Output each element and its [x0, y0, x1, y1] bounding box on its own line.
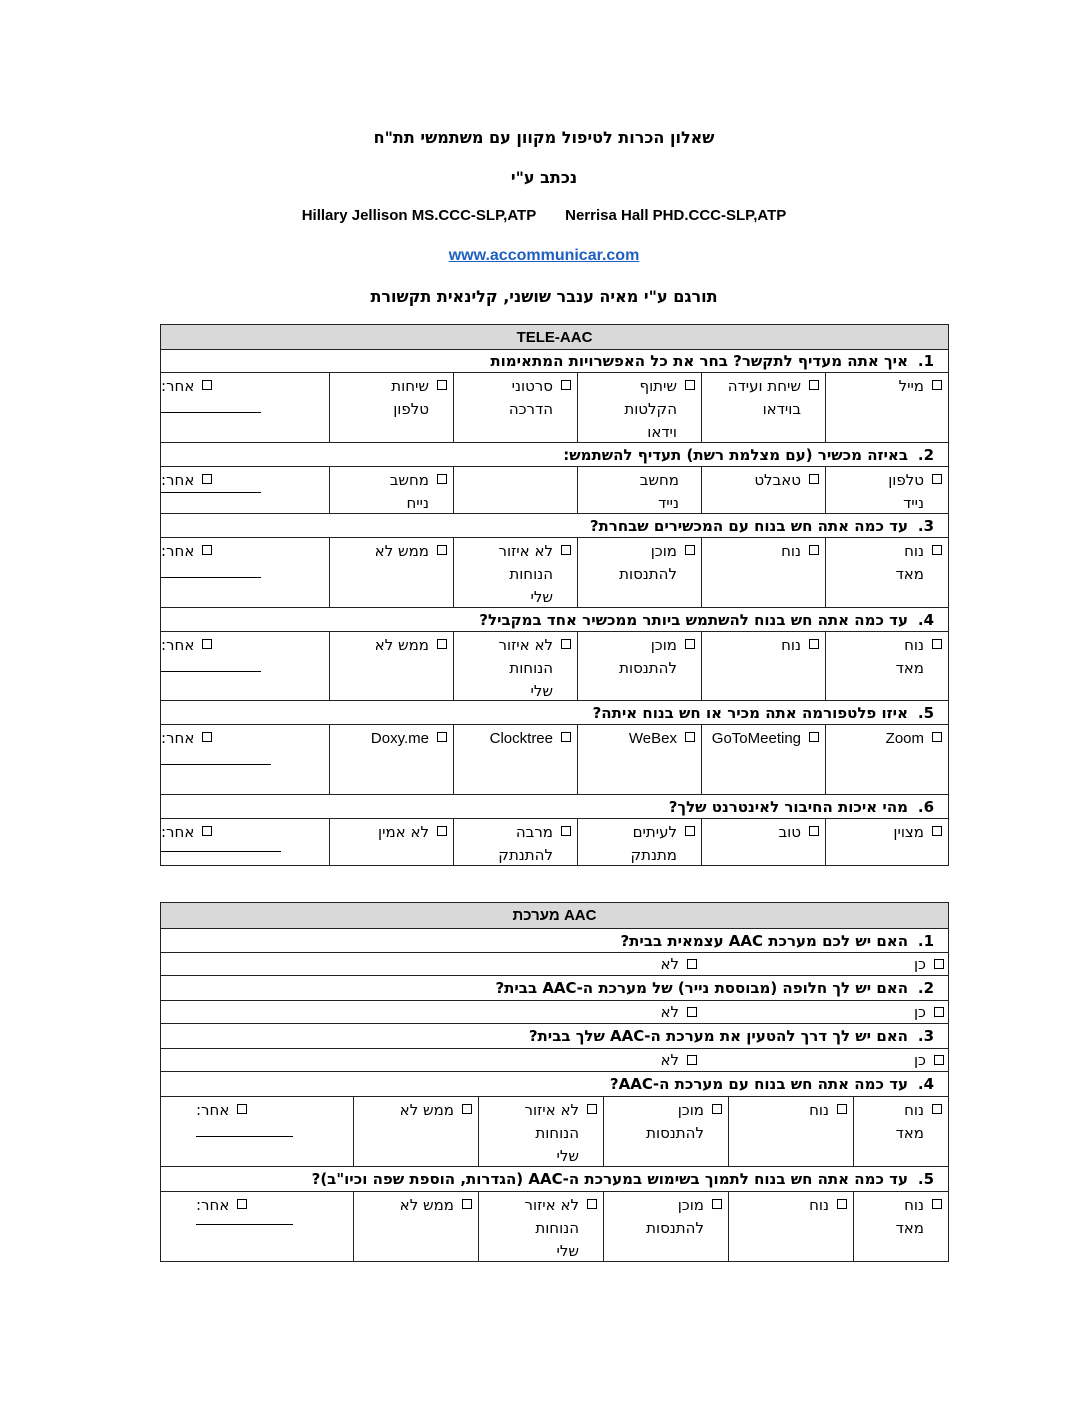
written-by: נכתב ע"י [510, 168, 578, 187]
option-cell[interactable] [329, 632, 453, 700]
option-label: מרבה להתנתק [498, 823, 553, 864]
answer-row [161, 373, 948, 443]
option-label: מחשב נייד [639, 471, 679, 512]
option-cell[interactable] [825, 819, 948, 865]
option-cell [577, 467, 701, 513]
option-label: ממש לא [374, 636, 429, 654]
question-row [161, 514, 948, 538]
option-cell[interactable] [825, 373, 948, 442]
other-label: אחר: [161, 729, 195, 747]
checkbox[interactable] [237, 1104, 247, 1114]
yes-option[interactable] [701, 1003, 948, 1021]
option-cell[interactable] [329, 373, 453, 442]
checkbox[interactable] [687, 1007, 697, 1017]
question-row [161, 608, 948, 632]
question-text: באיזה מכשיר (עם מצלמת רשת) תעדיף להשתמש: [563, 445, 908, 464]
other-input-line[interactable] [161, 577, 261, 578]
other-cell[interactable] [161, 819, 329, 865]
other-input-line[interactable] [161, 492, 261, 493]
option-label: נוח [781, 542, 801, 560]
question-row [161, 701, 948, 725]
option-label: נוח מאד [895, 636, 924, 677]
option-label: Clocktree [489, 730, 553, 747]
option-label: לא איזור הנוחות שלי [524, 1196, 579, 1260]
option-cell[interactable] [728, 1192, 853, 1261]
option-cell[interactable] [701, 632, 825, 700]
checkbox[interactable] [202, 474, 212, 484]
yes-label: כן [913, 1003, 926, 1021]
option-label: Zoom [885, 730, 924, 747]
other-input-line[interactable] [161, 764, 271, 765]
answer-row [161, 725, 948, 795]
checkbox[interactable] [932, 639, 942, 649]
checkbox[interactable] [934, 1055, 944, 1065]
other-input-line[interactable] [161, 671, 261, 672]
checkbox[interactable] [561, 545, 571, 555]
checkbox[interactable] [687, 959, 697, 969]
question-row [161, 1167, 948, 1192]
checkbox[interactable] [202, 826, 212, 836]
yes-no-row [161, 953, 948, 976]
option-cell[interactable] [701, 819, 825, 865]
checkbox[interactable] [587, 1104, 597, 1114]
question-text: האם יש לך חלופה (מבוססת נייר) של מערכת ה-AAC בבית? [495, 979, 908, 997]
option-cell[interactable] [329, 467, 453, 513]
option-cell[interactable] [453, 632, 577, 700]
empty-cell [453, 467, 577, 513]
no-option[interactable] [660, 955, 701, 973]
question-number: 5. [917, 703, 934, 722]
answer-row [161, 1097, 948, 1167]
question-text: עד כמה אתה חש בנוח עם מערכת ה-AAC? [609, 1075, 908, 1093]
option-label: שיתוף הקלטות וידאו [624, 377, 677, 441]
question-row [161, 976, 948, 1001]
other-input-line[interactable] [161, 412, 261, 413]
option-cell[interactable] [825, 467, 948, 513]
option-cell[interactable] [453, 538, 577, 607]
option-label: מייל [898, 377, 924, 395]
checkbox[interactable] [837, 1199, 847, 1209]
option-label: מוכן להתנסות [646, 1196, 704, 1237]
option-label: טוב [778, 823, 801, 841]
other-cell[interactable] [161, 725, 329, 794]
question-number: 2. [917, 445, 934, 464]
question-number: 1. [917, 352, 934, 370]
checkbox[interactable] [934, 959, 944, 969]
answer-row [161, 538, 948, 608]
option-label: ממש לא [399, 1196, 454, 1214]
checkbox[interactable] [202, 732, 212, 742]
question-text: מהי איכות החיבור לאינטרנט שלך? [668, 797, 908, 816]
option-label: טאבלט [754, 471, 801, 489]
checkbox[interactable] [685, 732, 695, 742]
aac-system-title: מערכת AAC [161, 903, 948, 929]
other-label: אחר: [161, 636, 195, 654]
question-text: האם יש לכם מערכת AAC עצמאית בבית? [620, 931, 908, 950]
question-row [161, 795, 948, 819]
no-label: לא [660, 955, 679, 973]
option-cell[interactable] [453, 373, 577, 442]
option-label: נוח [809, 1196, 829, 1214]
option-label: מוכן להתנסות [646, 1101, 704, 1142]
other-cell[interactable] [161, 1097, 353, 1166]
option-cell[interactable] [825, 725, 948, 794]
option-label: טלפון נייד [888, 471, 924, 512]
question-row [161, 350, 948, 373]
author-left: Hillary Jellison MS.CCC-SLP,ATP [301, 207, 536, 224]
checkbox[interactable] [202, 639, 212, 649]
yes-no-row [161, 1001, 948, 1024]
option-label: Doxy.me [370, 730, 429, 747]
checkbox[interactable] [932, 380, 942, 390]
checkbox[interactable] [712, 1199, 722, 1209]
option-cell[interactable] [453, 725, 577, 794]
other-label: אחר: [196, 1101, 230, 1119]
option-cell[interactable] [577, 538, 701, 607]
option-cell[interactable] [701, 725, 825, 794]
checkbox[interactable] [237, 1199, 247, 1209]
checkbox[interactable] [712, 1104, 722, 1114]
checkbox[interactable] [561, 639, 571, 649]
answer-row [161, 467, 948, 514]
checkbox[interactable] [685, 380, 695, 390]
checkbox[interactable] [437, 639, 447, 649]
checkbox[interactable] [437, 545, 447, 555]
checkbox[interactable] [934, 1007, 944, 1017]
checkbox[interactable] [437, 474, 447, 484]
checkbox[interactable] [685, 545, 695, 555]
question-number: 4. [917, 610, 934, 629]
option-cell[interactable] [825, 632, 948, 700]
option-label: מצוין [893, 823, 924, 841]
question-number: 1. [917, 931, 934, 950]
other-input-line[interactable] [196, 1224, 293, 1225]
option-cell[interactable] [577, 819, 701, 865]
checkbox[interactable] [809, 380, 819, 390]
option-label: GoToMeeting [711, 730, 801, 747]
tele-aac-title: TELE-AAC [161, 325, 948, 350]
question-row [161, 443, 948, 467]
question-row [161, 929, 948, 953]
option-cell[interactable] [728, 1097, 853, 1166]
yes-no-row [161, 1049, 948, 1072]
checkbox[interactable] [687, 1055, 697, 1065]
no-option[interactable] [660, 1051, 701, 1069]
option-cell[interactable] [603, 1097, 728, 1166]
option-cell[interactable] [478, 1097, 603, 1166]
yes-option[interactable] [701, 1051, 948, 1069]
checkbox[interactable] [932, 826, 942, 836]
checkbox[interactable] [437, 380, 447, 390]
option-cell[interactable] [353, 1192, 478, 1261]
option-label: שיחות טלפון [391, 377, 429, 418]
other-label: אחר: [161, 542, 195, 560]
checkbox[interactable] [561, 732, 571, 742]
checkbox[interactable] [462, 1104, 472, 1114]
option-label: שיחת ועידה בוידאו [727, 377, 801, 418]
checkbox[interactable] [202, 545, 212, 555]
other-label: אחר: [161, 471, 195, 489]
other-cell[interactable] [161, 538, 329, 607]
question-number: 3. [917, 1027, 934, 1045]
other-label: אחר: [161, 823, 195, 841]
option-cell[interactable] [478, 1192, 603, 1261]
option-label: WeBex [628, 730, 677, 747]
option-label: נוח מאד [895, 542, 924, 583]
option-label: מוכן להתנסות [619, 542, 677, 583]
other-input-line[interactable] [161, 851, 281, 852]
question-number: 2. [917, 979, 934, 997]
checkbox[interactable] [809, 639, 819, 649]
checkbox[interactable] [437, 732, 447, 742]
aac-system-table [160, 902, 949, 1262]
question-text: עד כמה אתה חש בנוח עם המכשירים שבחרת? [589, 516, 908, 535]
option-label: לעיתים מתנתק [630, 823, 677, 864]
other-label: אחר: [161, 377, 195, 395]
option-cell[interactable] [825, 538, 948, 607]
checkbox[interactable] [932, 1199, 942, 1209]
checkbox[interactable] [561, 380, 571, 390]
option-cell[interactable] [701, 467, 825, 513]
translated-by: תורגם ע"י מאיה ענבר שושני, קלינאית תקשורת [370, 287, 718, 306]
option-cell[interactable] [577, 632, 701, 700]
option-label: נוח מאד [895, 1101, 924, 1142]
question-number: 3. [917, 516, 934, 535]
option-cell[interactable] [329, 538, 453, 607]
other-cell[interactable] [161, 1192, 353, 1261]
question-text: עד כמה אתה חש בנוח להשתמש ביותר ממכשיר אחד במקביל? [479, 610, 908, 629]
option-label: סרטוני הדרכה [508, 377, 553, 418]
checkbox[interactable] [587, 1199, 597, 1209]
option-label: לא איזור הנוחות שלי [498, 636, 553, 700]
yes-label: כן [913, 1051, 926, 1069]
checkbox[interactable] [685, 826, 695, 836]
question-text: איך אתה מעדיף לתקשר? בחר את כל האפשרויות המתאימות [490, 352, 908, 370]
option-label: נוח [781, 636, 801, 654]
other-cell[interactable] [161, 373, 329, 442]
checkbox[interactable] [809, 545, 819, 555]
checkbox[interactable] [437, 826, 447, 836]
website-link[interactable]: www.accommunicar.com [448, 247, 640, 264]
checkbox[interactable] [685, 639, 695, 649]
option-cell[interactable] [701, 373, 825, 442]
yes-label: כן [913, 955, 926, 973]
other-label: אחר: [196, 1196, 230, 1214]
question-text: איזו פלטפורמה אתה מכיר או חש בנוח איתה? [592, 703, 908, 722]
option-cell[interactable] [701, 538, 825, 607]
checkbox[interactable] [932, 474, 942, 484]
option-cell[interactable] [353, 1097, 478, 1166]
option-cell[interactable] [453, 819, 577, 865]
option-label: מחשב נייח [389, 471, 429, 512]
no-label: לא [660, 1003, 679, 1021]
other-input-line[interactable] [196, 1136, 293, 1137]
checkbox[interactable] [809, 826, 819, 836]
option-cell[interactable] [329, 725, 453, 794]
no-label: לא [660, 1051, 679, 1069]
question-text: האם יש לך דרך להטעין את מערכת ה-AAC שלך בבית? [528, 1027, 908, 1045]
checkbox[interactable] [809, 732, 819, 742]
checkbox[interactable] [561, 826, 571, 836]
question-row [161, 1072, 948, 1097]
option-label: ממש לא [374, 542, 429, 560]
option-cell[interactable] [577, 373, 701, 442]
option-cell[interactable] [603, 1192, 728, 1261]
checkbox[interactable] [837, 1104, 847, 1114]
question-text: עד כמה אתה חש בנוח לתמוך בשימוש במערכת ה-AAC (הגדרות, הוספת שפה וכיו"ב)? [311, 1170, 908, 1188]
question-number: 4. [917, 1075, 934, 1093]
answer-row [161, 819, 948, 866]
checkbox[interactable] [809, 474, 819, 484]
checkbox[interactable] [462, 1199, 472, 1209]
other-cell[interactable] [161, 632, 329, 700]
answer-row [161, 632, 948, 701]
yes-option[interactable] [701, 955, 948, 973]
checkbox[interactable] [932, 545, 942, 555]
question-row [161, 1024, 948, 1049]
option-cell[interactable] [329, 819, 453, 865]
checkbox[interactable] [932, 1104, 942, 1114]
checkbox[interactable] [202, 380, 212, 390]
option-label: נוח [809, 1101, 829, 1119]
authors-line [0, 207, 1088, 224]
page-title: שאלון הכרות לטיפול מקוון עם משתמשי תת"ח [373, 128, 715, 147]
option-label: ממש לא [399, 1101, 454, 1119]
option-label: לא אמין [378, 823, 429, 841]
answer-row [161, 1192, 948, 1262]
option-label: לא איזור הנוחות שלי [524, 1101, 579, 1165]
checkbox[interactable] [932, 732, 942, 742]
question-number: 5. [917, 1170, 934, 1188]
question-number: 6. [917, 797, 934, 816]
tele-aac-table [160, 324, 949, 866]
option-label: לא איזור הנוחות שלי [498, 542, 553, 606]
option-cell[interactable] [577, 725, 701, 794]
option-label: מוכן להתנסות [619, 636, 677, 677]
option-cell[interactable] [853, 1097, 948, 1166]
no-option[interactable] [660, 1003, 701, 1021]
author-right: Nerrisa Hall PHD.CCC-SLP,ATP [565, 207, 787, 224]
option-cell[interactable] [853, 1192, 948, 1261]
other-cell[interactable] [161, 467, 329, 513]
option-label: נוח מאד [895, 1196, 924, 1237]
